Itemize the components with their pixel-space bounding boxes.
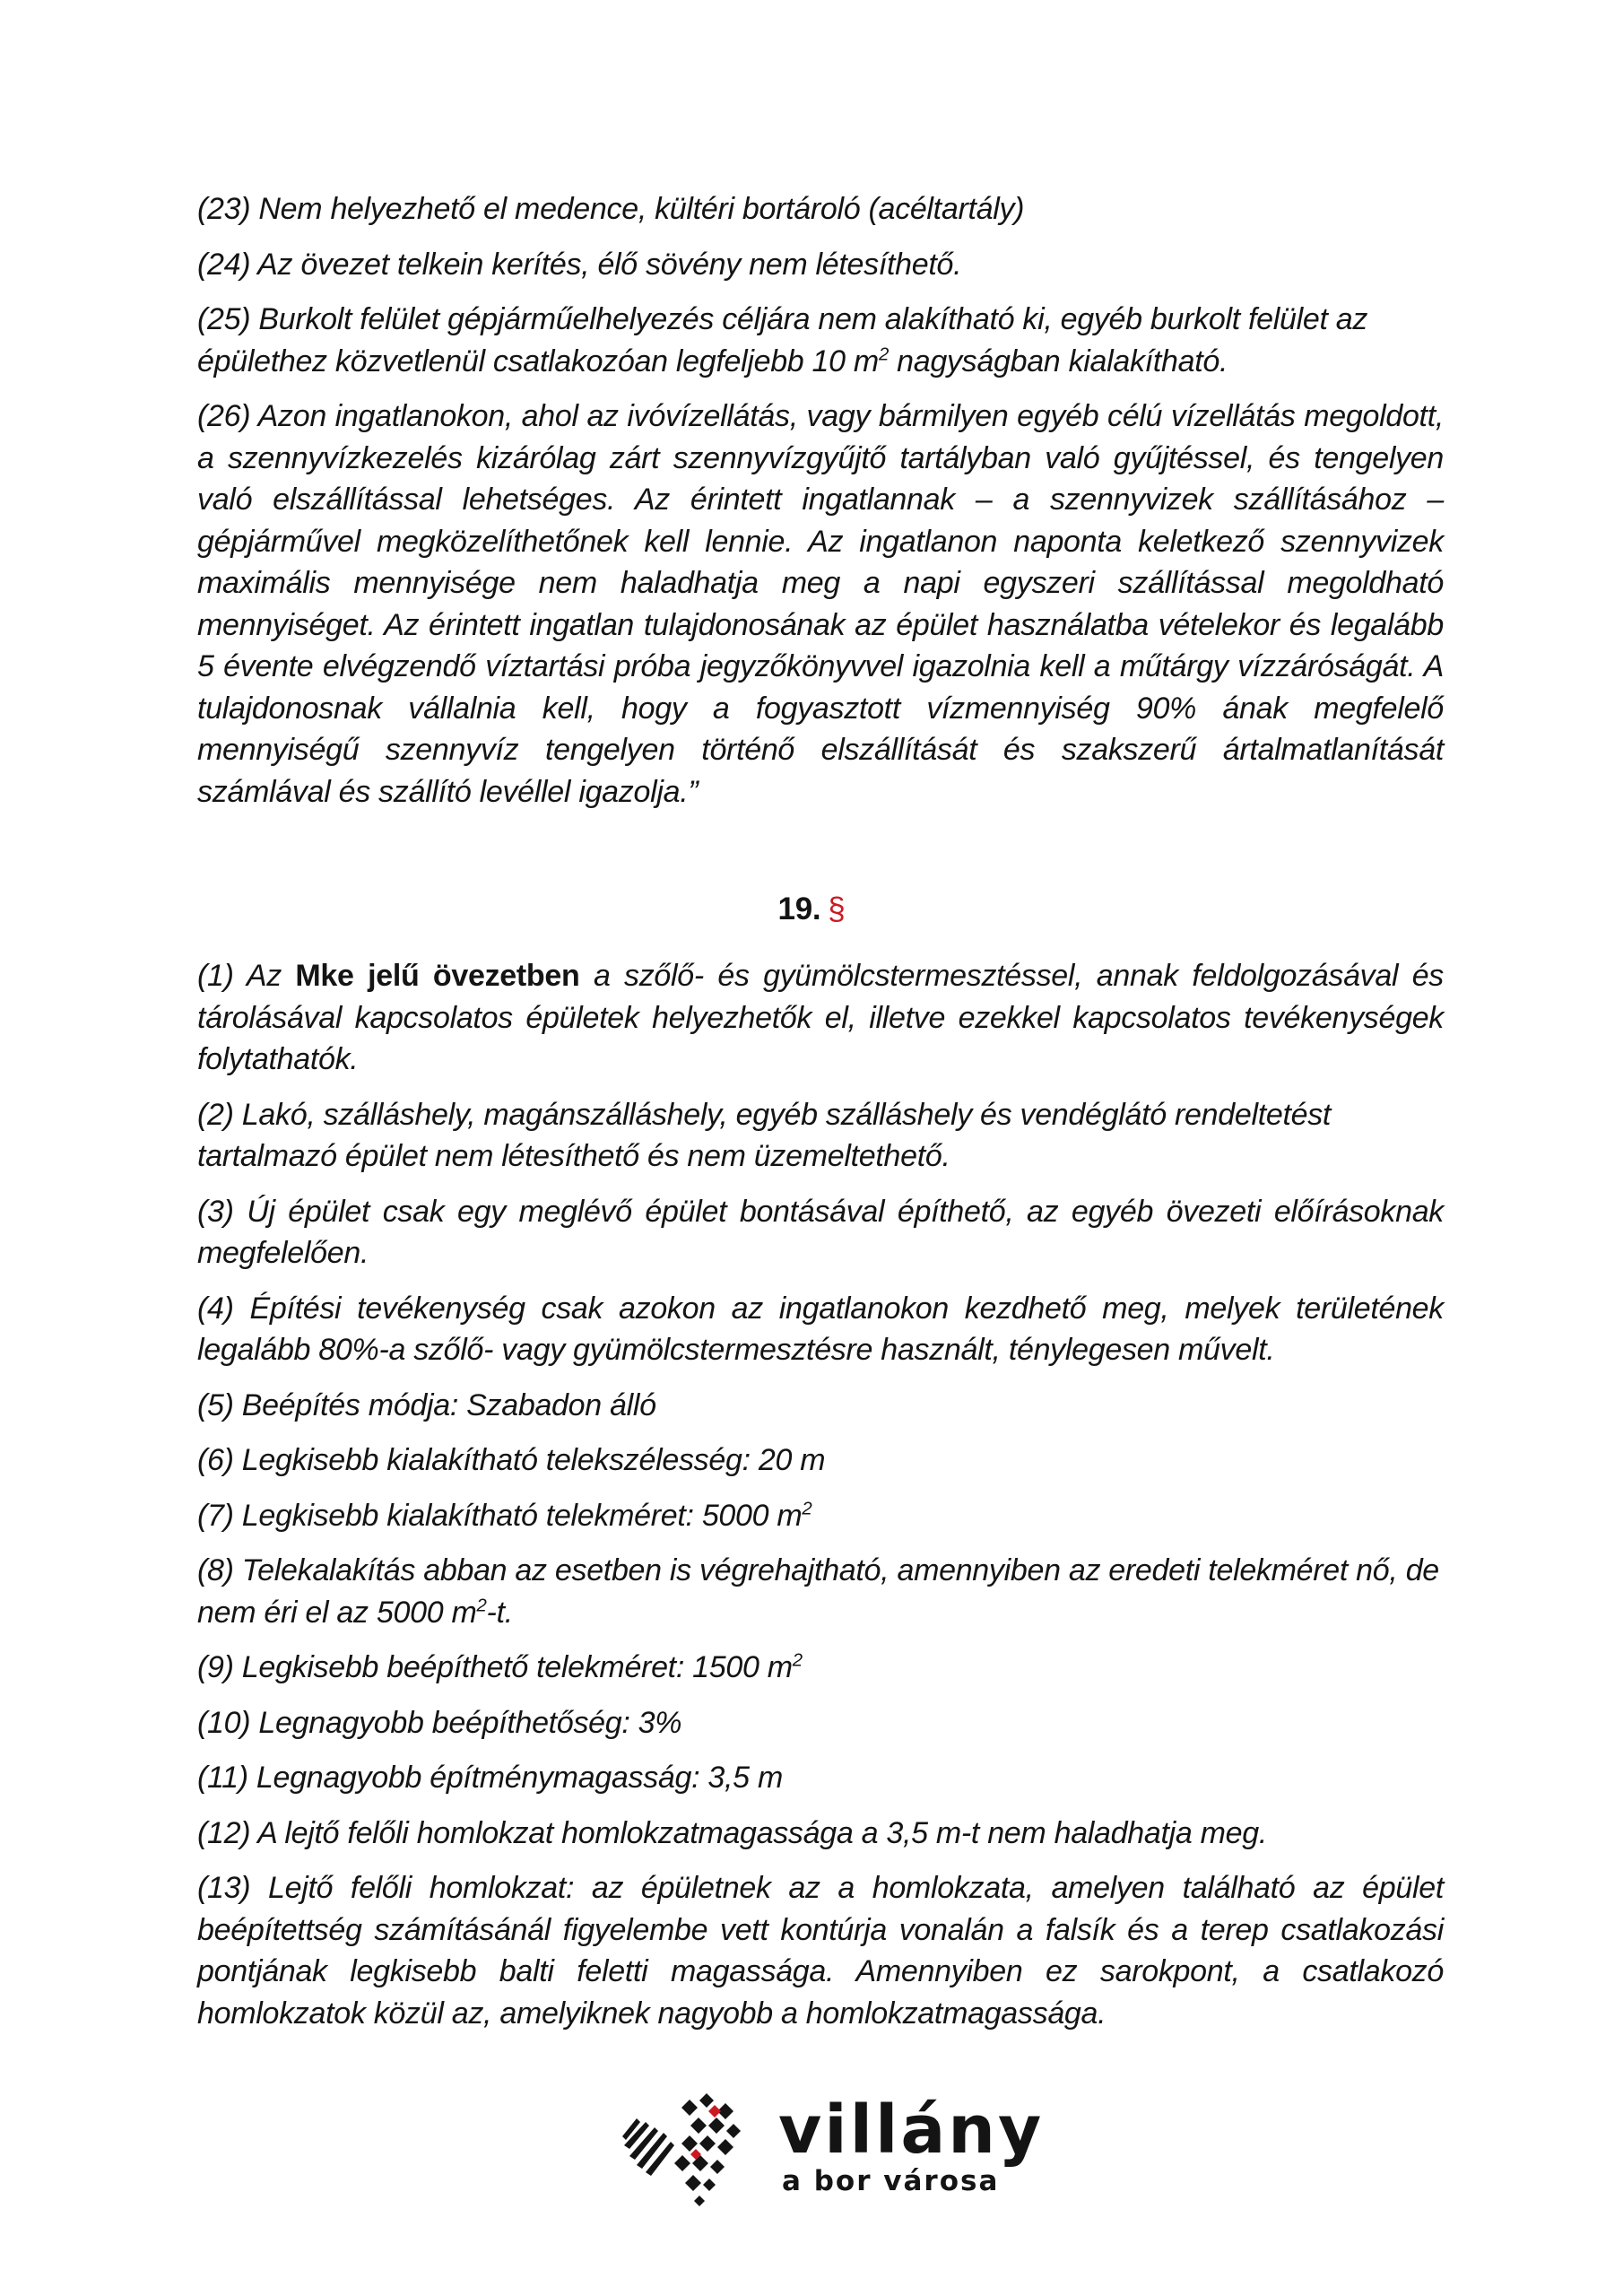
section-symbol: § — [828, 891, 846, 926]
paragraphs-bottom — [197, 955, 1444, 2048]
paragraph-25: (25) Burkolt felület gépjárműelhelyezés céljára nem alakítható ki, egyéb burkolt felület az épülethez közvetlenül csatlakozóan legfeljebb 10 $m^2$ nagyságban kialakítható. — [197, 302, 1368, 378]
paragraph-9: (9) Legkisebb beépíthető telekméret: 1500 $m^2$ — [197, 1650, 803, 1684]
paragraph-5: (5) Beépítés módja: Szabadon álló — [197, 1387, 656, 1422]
paragraph-3: (3) Új épület csak egy meglévő épület bontásával építhető, az egyéb övezeti előírásoknak megfelelően. — [197, 1194, 1444, 1270]
villany-logo — [619, 2090, 1045, 2206]
paragraph-13: (13) Lejtő felőli homlokzat: az épületnek az a homlokzata, amelyen található az épület beépítettség számításánál figyelembe vett kontúrja vonalán a falsík és a terep csatlakozási pontjának legkisebb balti feletti magassága. Amennyiben ez sarokpont, a csatlakozó homlokzatok közül az, amelyiknek nagyobb a homlokzatmagassága. — [197, 1871, 1444, 2031]
paragraph-10: (10) Legnagyobb beépíthetőség: 3% — [197, 1705, 682, 1740]
section-number: 19. — [777, 891, 821, 926]
paragraph-24: (24) Az övezet telkein kerítés, élő sövény nem létesíthető. — [197, 247, 962, 282]
logo-tagline: a bor városa — [782, 2165, 1000, 2197]
paragraph-11: (11) Legnagyobb építménymagasság: 3,5 m — [197, 1761, 783, 1795]
paragraph-23: (23) Nem helyezhető el medence, kültéri bortároló (acéltartály) — [197, 192, 1025, 226]
paragraph-1: (1) Az Mke jelű övezetben a szőlő- és gyümölcstermesztéssel, annak feldolgozásával és tárolásával kapcsolatos épületek helyezhetők el, illetve ezekkel kapcsolatos tevékenységek folytathatók. — [197, 959, 1445, 1076]
paragraph-26: (26) Azon ingatlanokon, ahol az ivóvízellátás, vagy bármilyen egyéb célú vízellátás megoldott, a szennyvízkezelés kizárólag zárt szennyvízgyűjtő tartályban való gyűjtéssel, és tengelyen való elszállítással lehetséges. Az érintett ingatlannak – a szennyvizek szállításához – gépjárművel megközelíthetőnek kell lennie. Az ingatlanon naponta keletkező szennyvizek maximális mennyisége nem haladhatja meg a napi egyszeri szállítással megoldható mennyiséget. Az érintett ingatlan tulajdonosának az épület használatba vételekor és legalább 5 évente elvégzendő víztartási próba jegyzőkönyvvel igazolnia kell a műtárgy vízzáróságát. A tulajdonosnak vállalnia kell, hogy a fogyasztott vízmennyiség 90% ának megfelelő mennyiségű szennyvíz tengelyen történő elszállítását és szakszerű ártalmatlanítását számlával és szállító levéllel igazolja.” — [197, 399, 1444, 809]
section-heading — [0, 891, 1623, 927]
paragraph-7: (7) Legkisebb kialakítható telekméret: 5000 $m^2$ — [197, 1498, 812, 1533]
paragraph-8: (8) Telekalakítás abban az esetben is végrehajtható, amennyiben az eredeti telekméret nő, de nem éri el az 5000 $m^2-t$. — [197, 1553, 1439, 1630]
paragraph-6: (6) Legkisebb kialakítható telekszélesség: 20 m — [197, 1443, 826, 1477]
logo-wordmark: villány — [778, 2092, 1045, 2169]
paragraphs-top — [197, 188, 1444, 826]
paragraph-4: (4) Építési tevékenység csak azokon az ingatlanokon kezdhető meg, melyek területének legalább 80%-a szőlő- vagy gyümölcstermesztésre használt, ténylegesen művelt. — [197, 1291, 1444, 1367]
paragraph-2: (2) Lakó, szálláshely, magánszálláshely, egyéb szálláshely és vendéglátó rendeltetést tartalmazó épület nem létesíthető és nem üzemeltethető. — [197, 1097, 1332, 1173]
grape-leaf-logo-icon — [619, 2090, 771, 2206]
paragraph-12: (12) A lejtő felőli homlokzat homlokzatmagassága a 3,5 m-t nem haladhatja meg. — [197, 1815, 1268, 1850]
